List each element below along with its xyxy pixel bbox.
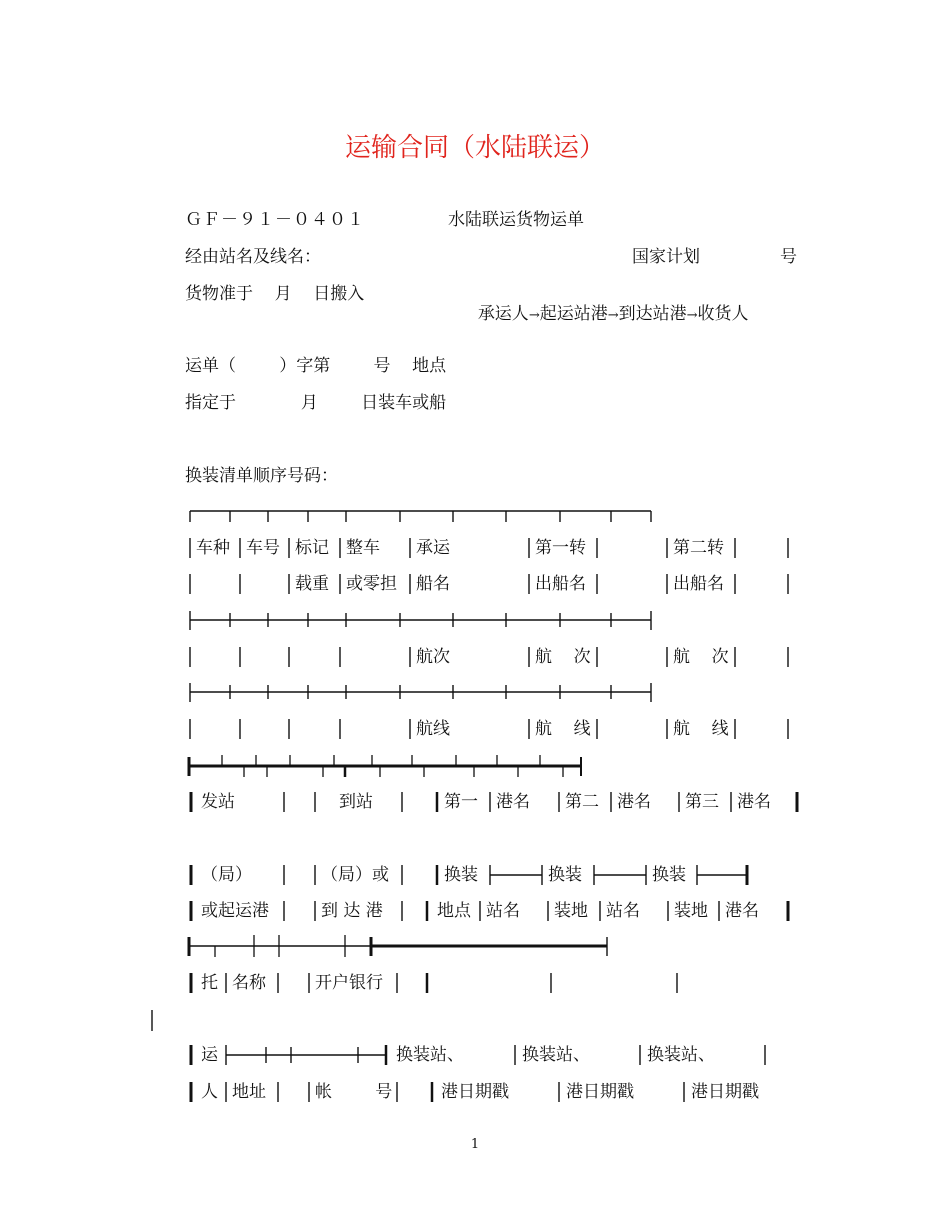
cell-full-car: 整车 [346,538,380,558]
cell-second: 第二 [565,792,599,812]
cell-departure-station: 发站 [201,792,235,812]
plan-label: 国家计划 [632,247,700,267]
cell-less-than-car: 或零担 [346,574,397,594]
cell-transfer: 换装 [548,865,582,885]
cell-third: 第三 [685,792,719,812]
loading-date-line: 指定于 月 日装车或船 [185,393,447,413]
cell-port-date-stamp: 港日期戳 [566,1082,634,1102]
cell-load-place: 装地 [674,901,708,921]
cell-load-place: 装地 [554,901,588,921]
cell-route: 航线 [416,719,450,739]
cell-station-name: 站名 [486,901,520,921]
cell-bureau: （局） [201,865,252,885]
row-separator [190,611,651,630]
heavy-separator [189,755,582,777]
cell-location: 地点 [437,901,471,921]
cell-first-transfer: 第一转 [535,538,586,558]
arrow-icon: → [528,308,540,323]
form-code: ＧＦ－９１－０４０１ [185,210,365,230]
cell-mark: 标记 [295,538,329,558]
cell-ship-name: 船名 [416,574,450,594]
cell-car-type: 车种 [196,538,230,558]
cell-ship: 运 [201,1045,218,1065]
cell-car-number: 车号 [246,538,280,558]
cell-voyage: 航次 [416,647,450,667]
cell-transfer-station: 换装站、 [647,1045,715,1065]
cell-port-name: 港名 [737,792,771,812]
table-top-border [190,511,651,522]
cell-second-transfer: 第二转 [673,538,724,558]
cell-port-name: 港名 [725,901,759,921]
route-label: 经由站名及线名： [185,247,321,267]
cell-port-name: 港名 [617,792,651,812]
cell-bank: 开户银行 [315,973,383,993]
plan-number-suffix: 号 [780,247,797,267]
cell-transfer: 换装 [444,865,478,885]
cell-carrier: 承运 [416,538,450,558]
cell-route: 航 线 [673,719,729,739]
cell-voyage: 航 次 [535,647,591,667]
cell-transfer: 换装 [652,865,686,885]
flow-destination-port: 到达站港 [618,304,687,324]
cell-out-ship-name: 出船名 [673,574,724,594]
flow-origin-port: 起运站港 [539,304,608,324]
row-separator [190,683,651,702]
waybill-title: 水陆联运货物运单 [448,210,584,230]
heavy-separator [189,935,607,957]
carry-in-date: 货物准于 月 日搬入 [185,284,365,304]
cell-first: 第一 [444,792,478,812]
cell-out-ship-name: 出船名 [535,574,586,594]
waybill-number-line: 运单（ ）字第 号 地点 [185,356,447,376]
flow-carrier: 承运人 [477,304,529,324]
arrow-icon: → [607,308,619,323]
document-title: 运输合同（水陆联运） [344,133,605,163]
cell-transfer-station: 换装站、 [522,1045,590,1065]
cell-load-weight: 载重 [295,574,329,594]
cell-name: 名称 [232,973,266,993]
cell-person: 人 [201,1082,218,1102]
cell-station-name: 站名 [606,901,640,921]
cell-port-date-stamp: 港日期戳 [441,1082,509,1102]
cell-voyage: 航 次 [673,647,729,667]
cell-consign: 托 [201,973,218,993]
cell-destination-port: 到 达 港 [321,901,383,921]
cell-route: 航 线 [535,719,591,739]
arrow-icon: → [686,308,698,323]
flow-consignee: 收货人 [697,304,749,324]
cell-account-number: 帐 号 [315,1082,393,1102]
cell-bureau-or: （局）或 [321,865,389,885]
page-number: 1 [470,1137,480,1152]
cell-address: 地址 [232,1082,266,1102]
cell-transfer-station: 换装站、 [396,1045,464,1065]
cell-port-name: 港名 [496,792,530,812]
cell-arrival-station: 到站 [339,792,373,812]
cell-or-origin-port: 或起运港 [201,901,269,921]
transfer-list-label: 换装清单顺序号码： [185,466,338,486]
cell-port-date-stamp: 港日期戳 [691,1082,759,1102]
